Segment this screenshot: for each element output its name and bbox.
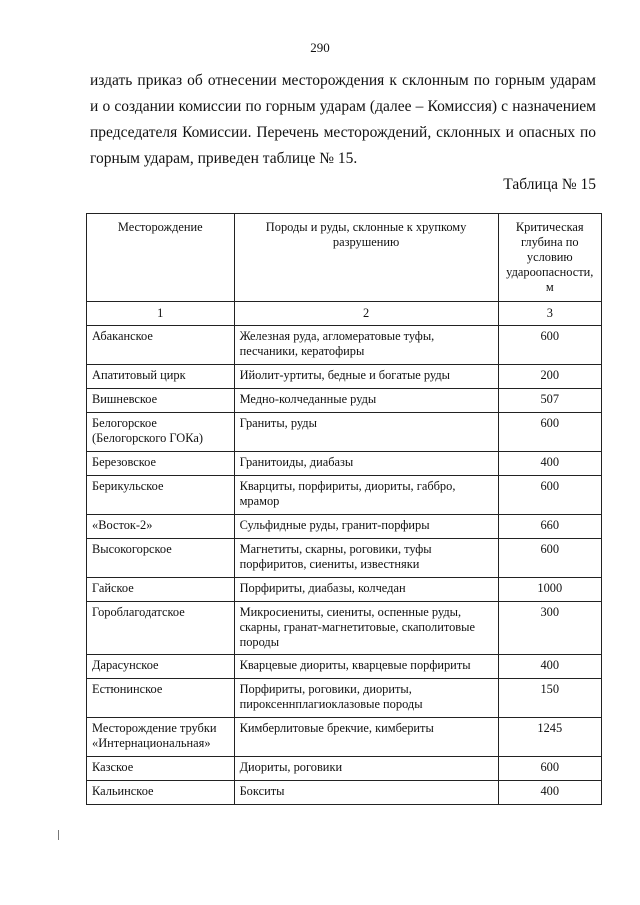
- table-row: [87, 539, 602, 578]
- column-numbers-row: [87, 302, 602, 326]
- table-row: [87, 655, 602, 679]
- table-row: [87, 365, 602, 389]
- depth-cell: 400: [498, 781, 601, 805]
- deposit-cell: Дарасунское: [87, 655, 235, 679]
- deposit-cell: Гайское: [87, 578, 235, 602]
- depth-cell: 400: [498, 655, 601, 679]
- deposit-cell: Абаканское: [87, 326, 235, 365]
- rocks-cell: Железная руда, агломератовые туфы, песчаники, кератофиры: [234, 326, 498, 365]
- table-row: [87, 515, 602, 539]
- rocks-cell: Магнетиты, скарны, роговики, туфы порфиритов, сиениты, известняки: [234, 539, 498, 578]
- deposits-table: [86, 213, 602, 805]
- rocks-cell: Медно-колчеданные руды: [234, 389, 498, 413]
- depth-cell: 600: [498, 757, 601, 781]
- rocks-cell: Сульфидные руды, гранит-порфиры: [234, 515, 498, 539]
- deposit-cell: Березовское: [87, 452, 235, 476]
- depth-cell: 150: [498, 679, 601, 718]
- column-number: 1: [87, 302, 235, 326]
- depth-cell: 300: [498, 602, 601, 655]
- table-row: [87, 718, 602, 757]
- deposit-cell: Казское: [87, 757, 235, 781]
- table-row: [87, 326, 602, 365]
- rocks-cell: Гранитоиды, диабазы: [234, 452, 498, 476]
- deposit-cell: Апатитовый цирк: [87, 365, 235, 389]
- deposit-cell: Естюнинское: [87, 679, 235, 718]
- page-number: 290: [310, 40, 330, 55]
- scan-margin-mark: [58, 830, 59, 840]
- depth-cell: 1000: [498, 578, 601, 602]
- depth-cell: 507: [498, 389, 601, 413]
- deposit-cell: Гороблагодатское: [87, 602, 235, 655]
- rocks-cell: Бокситы: [234, 781, 498, 805]
- rocks-cell: Граниты, руды: [234, 413, 498, 452]
- header-rocks: Породы и руды, склонные к хрупкому разрушению: [234, 214, 498, 302]
- intro-paragraph: издать приказ об отнесении месторождения к склонным по горным ударам и о создании комиссии по горным ударам (далее – Комиссия) с назначением председателя Комиссии. Перечень месторождений, склонных и опасных по горным ударам, приведен таблице № 15.: [90, 72, 596, 167]
- rocks-cell: Кварциты, порфириты, диориты, габбро, мрамор: [234, 476, 498, 515]
- rocks-cell: Диориты, роговики: [234, 757, 498, 781]
- table-row: [87, 389, 602, 413]
- depth-cell: 200: [498, 365, 601, 389]
- table-row: [87, 578, 602, 602]
- table-row: [87, 757, 602, 781]
- depth-cell: 1245: [498, 718, 601, 757]
- depth-cell: 600: [498, 539, 601, 578]
- depth-cell: 600: [498, 413, 601, 452]
- rocks-cell: Кимберлитовые брекчие, кимбериты: [234, 718, 498, 757]
- table-row: [87, 781, 602, 805]
- deposit-cell: Вишневское: [87, 389, 235, 413]
- deposit-cell: «Восток-2»: [87, 515, 235, 539]
- table-row: [87, 476, 602, 515]
- rocks-cell: Порфириты, роговики, диориты, пироксеннплагиоклазовые породы: [234, 679, 498, 718]
- deposit-cell: Кальинское: [87, 781, 235, 805]
- table-row: [87, 413, 602, 452]
- depth-cell: 660: [498, 515, 601, 539]
- table-row: [87, 679, 602, 718]
- deposit-cell: Берикульское: [87, 476, 235, 515]
- depth-cell: 400: [498, 452, 601, 476]
- depth-cell: 600: [498, 476, 601, 515]
- deposit-cell: Белогорское (Белогорского ГОКа): [87, 413, 235, 452]
- column-number: 3: [498, 302, 601, 326]
- deposit-cell: Высокогорское: [87, 539, 235, 578]
- table-caption: Таблица № 15: [503, 176, 596, 193]
- table-row: [87, 452, 602, 476]
- column-number: 2: [234, 302, 498, 326]
- table-header-row: [87, 214, 602, 302]
- header-deposit: Месторождение: [87, 214, 235, 302]
- rocks-cell: Кварцевые диориты, кварцевые порфириты: [234, 655, 498, 679]
- table-row: [87, 602, 602, 655]
- rocks-cell: Ийолит-уртиты, бедные и богатые руды: [234, 365, 498, 389]
- rocks-cell: Порфириты, диабазы, колчедан: [234, 578, 498, 602]
- deposit-cell: Месторождение трубки «Интернациональная»: [87, 718, 235, 757]
- depth-cell: 600: [498, 326, 601, 365]
- rocks-cell: Микросиениты, сиениты, оспенные руды, скарны, гранат-магнетитовые, скаполитовые породы: [234, 602, 498, 655]
- header-depth: Критическая глубина по условию удароопасности, м: [498, 214, 601, 302]
